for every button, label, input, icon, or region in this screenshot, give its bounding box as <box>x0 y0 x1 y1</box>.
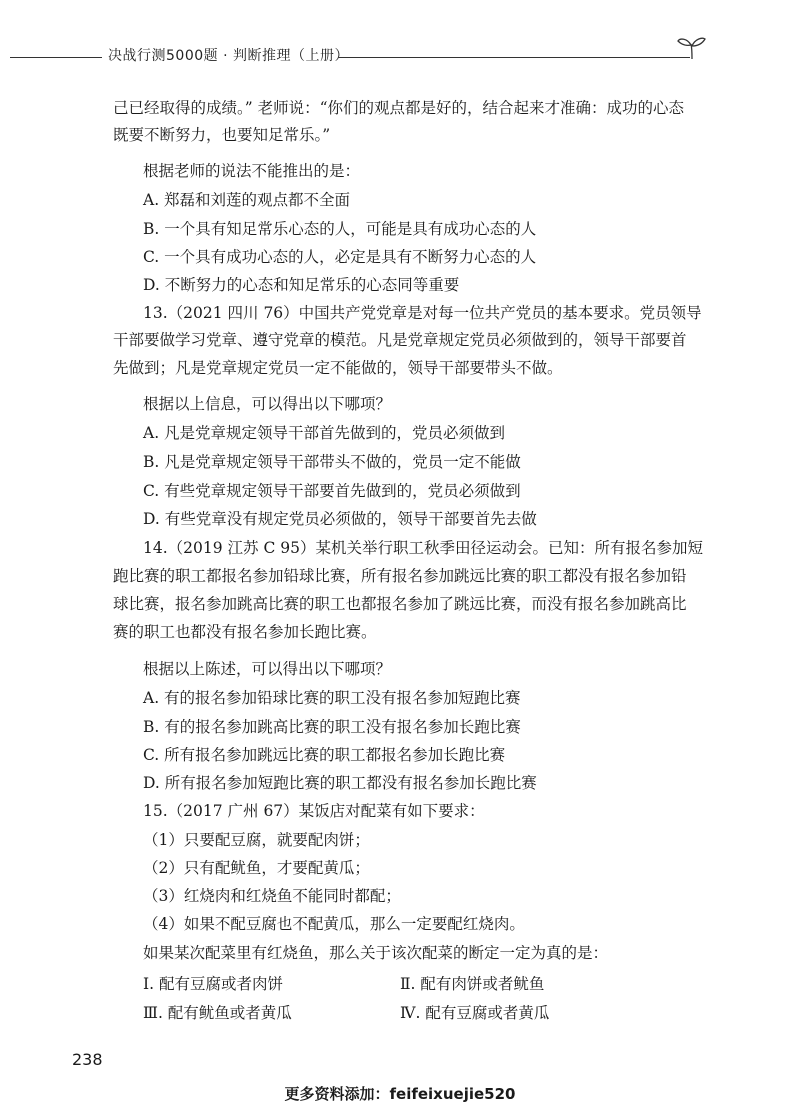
question-heading: 13.（2021 四川 76）中国共产党党章是对每一位共产党员的基本要求。党员领导 <box>143 304 702 322</box>
answer-option: A. 郑磊和刘莲的观点都不全面 <box>143 191 351 209</box>
condition-item: （3）红烧肉和红烧鱼不能同时都配； <box>143 887 401 905</box>
sprout-icon <box>676 34 708 60</box>
text-line: 既要不断努力，也要知足常乐。” <box>113 126 331 144</box>
book-title: 决战行测5000题 · 判断推理（上册） <box>108 48 349 64</box>
header-rule-left <box>10 57 102 58</box>
answer-option: C. 有些党章规定领导干部要首先做到的，党员必须做到 <box>143 482 521 500</box>
text-line: 干部要做学习党章、遵守党章的模范。凡是党章规定党员必须做到的，领导干部要首 <box>113 331 687 349</box>
condition-item: （2）只有配鱿鱼，才要配黄瓜； <box>143 859 370 877</box>
question-stem: 根据以上信息，可以得出以下哪项？ <box>143 395 392 413</box>
page-number: 238 <box>72 1050 103 1069</box>
question-heading: 14.（2019 江苏 C 95）某机关举行职工秋季田径运动会。已知：所有报名参加短 <box>143 539 703 557</box>
running-header <box>0 40 800 70</box>
statement-option: Ⅱ. 配有肉饼或者鱿鱼 <box>400 975 545 993</box>
question-stem: 根据以上陈述，可以得出以下哪项？ <box>143 660 392 678</box>
condition-item: （1）只要配豆腐，就要配肉饼； <box>143 831 370 849</box>
answer-option: C. 一个具有成功心态的人，必定是具有不断努力心态的人 <box>143 248 537 266</box>
answer-option: D. 不断努力的心态和知足常乐的心态同等重要 <box>143 276 460 294</box>
text-line: 跑比赛的职工都报名参加铅球比赛，所有报名参加跳远比赛的职工都没有报名参加铅 <box>113 567 687 585</box>
question-stem: 根据老师的说法不能推出的是： <box>143 162 361 180</box>
footer-note: 更多资料添加：feifeixuejie520 <box>284 1085 516 1103</box>
statement-option: Ⅳ. 配有豆腐或者黄瓜 <box>400 1004 550 1022</box>
answer-option: B. 有的报名参加跳高比赛的职工没有报名参加长跑比赛 <box>143 718 521 736</box>
answer-option: D. 有些党章没有规定党员必须做的，领导干部要首先去做 <box>143 510 537 528</box>
condition-item: （4）如果不配豆腐也不配黄瓜，那么一定要配红烧肉。 <box>143 915 525 933</box>
text-line: 己已经取得的成绩。” 老师说：“你们的观点都是好的，结合起来才准确：成功的心态 <box>113 99 685 117</box>
text-line: 先做到；凡是党章规定党员一定不能做的，领导干部要带头不做。 <box>113 359 563 377</box>
answer-option: A. 有的报名参加铅球比赛的职工没有报名参加短跑比赛 <box>143 689 521 707</box>
statement-option: Ⅰ. 配有豆腐或者肉饼 <box>143 975 283 993</box>
text-line: 球比赛，报名参加跳高比赛的职工也都报名参加了跳远比赛，而没有报名参加跳高比 <box>113 595 687 613</box>
answer-option: D. 所有报名参加短跑比赛的职工都没有报名参加长跑比赛 <box>143 774 537 792</box>
text-line: 赛的职工也都没有报名参加长跑比赛。 <box>113 623 377 641</box>
header-rule-right <box>338 57 690 58</box>
answer-option: C. 所有报名参加跳远比赛的职工都报名参加长跑比赛 <box>143 746 506 764</box>
answer-option: B. 一个具有知足常乐心态的人，可能是具有成功心态的人 <box>143 220 537 238</box>
answer-option: A. 凡是党章规定领导干部首先做到的，党员必须做到 <box>143 424 506 442</box>
question-heading: 15.（2017 广州 67）某饭店对配菜有如下要求： <box>143 802 485 820</box>
question-stem: 如果某次配菜里有红烧鱼，那么关于该次配菜的断定一定为真的是： <box>143 944 609 962</box>
answer-option: B. 凡是党章规定领导干部带头不做的，党员一定不能做 <box>143 453 521 471</box>
statement-option: Ⅲ. 配有鱿鱼或者黄瓜 <box>143 1004 292 1022</box>
